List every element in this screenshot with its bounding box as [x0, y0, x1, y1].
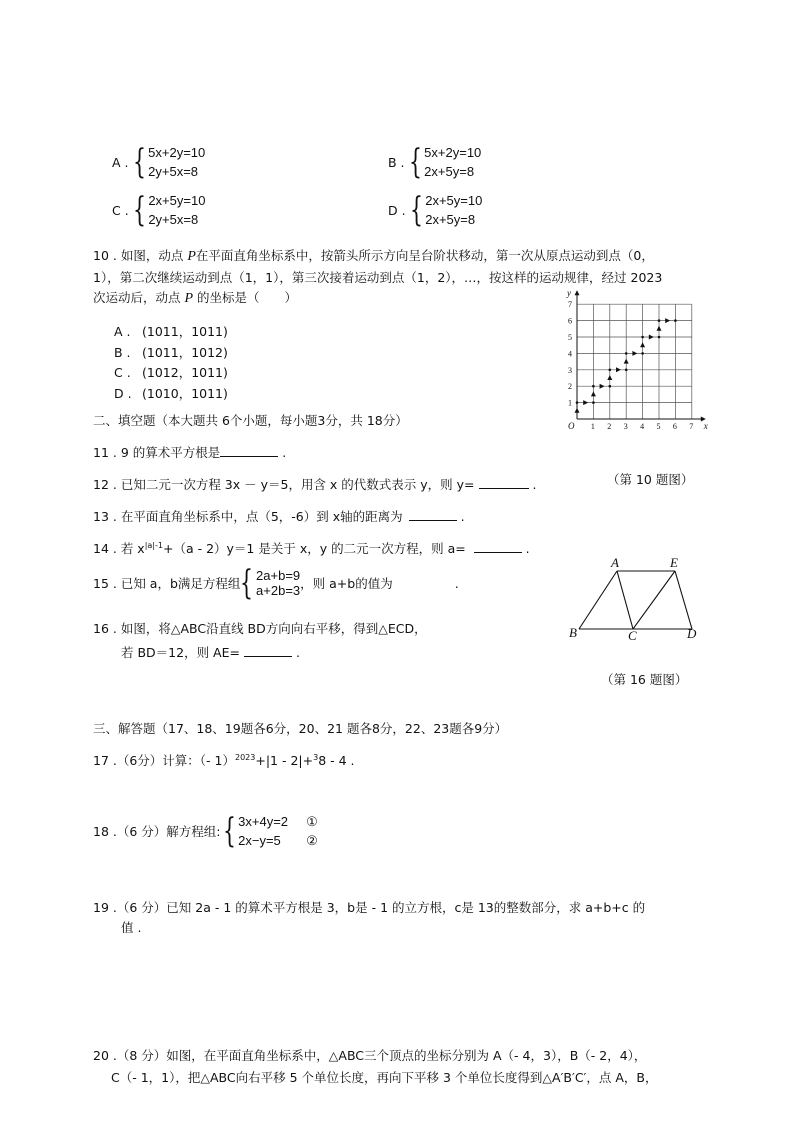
equation: 2x+5y=8: [424, 164, 475, 179]
data-point: [641, 352, 644, 355]
step-arrow: [575, 408, 580, 413]
step-arrow: [607, 375, 612, 380]
option-c: C . { 2x+5y=10 2y+5x=8: [112, 190, 206, 230]
q16-line2: 若 BD＝12，则 AE= .: [121, 645, 300, 660]
q13: 13 . 在平面直角坐标系中，点（5，-6）到 x轴的距离为 .: [93, 509, 465, 524]
q14: 14 . 若 $x^{|a|-1}+(a - 2)y=1$ 是关于 x，y 的二元一次方程，则 a= .: [93, 540, 530, 556]
q20-line2: C（- 1，1），把△ABC向右平移 5 个单位长度，再向下平移 3 个单位长度得到△A′B′C′，点 A，B，: [111, 1070, 658, 1085]
data-point: [658, 336, 661, 339]
equation: 2y+5x=8: [148, 164, 199, 179]
q10-caption: （第 10 题图）: [607, 472, 694, 487]
label-d: D: [687, 626, 697, 641]
equation: 2x+5y=8: [425, 212, 476, 227]
equation: 5x+2y=10: [148, 145, 206, 160]
option-b: B . { 5x+2y=10 2x+5y=8: [388, 142, 482, 182]
line-ac: [617, 571, 633, 629]
line-ba: [579, 571, 617, 629]
q16-triangle-figure: [565, 556, 705, 646]
answer-blank: [244, 644, 292, 657]
line-ce: [633, 571, 675, 629]
answer-blank: [220, 444, 278, 457]
y-axis-arrow: [575, 290, 580, 295]
equation: 2x−y=5: [238, 833, 281, 848]
step-arrow: [624, 359, 629, 364]
x-tick-label: 7: [689, 422, 694, 430]
data-point: [576, 401, 579, 404]
step-arrow: [600, 384, 605, 389]
y-tick-label: 3: [568, 365, 572, 375]
q16-line1: 16 . 如图，将△ABC沿直线 BD方向向右平移，得到△ECD，: [93, 621, 427, 636]
y-tick-label: 4: [568, 349, 572, 359]
y-tick-label: 2: [568, 382, 572, 392]
option-a: A . { 5x+2y=10 2y+5x=8: [112, 142, 206, 182]
q20-line1: 20 .（8 分）如图，在平面直角坐标系中，△ABC三个顶点的坐标分别为 A（- 4，3），B（- 2，4），: [93, 1048, 647, 1063]
x-tick-label: 1: [590, 422, 595, 430]
option-label: B .: [388, 154, 405, 170]
answer-blank: [409, 508, 457, 521]
data-point: [625, 369, 628, 372]
option-d: D . { 2x+5y=10 2x+5y=8: [388, 190, 483, 230]
equation: 2x+5y=10: [425, 193, 483, 208]
step-arrow: [616, 367, 621, 372]
x-tick-label: 5: [656, 422, 661, 430]
label-b: B: [569, 625, 577, 640]
data-point: [609, 385, 612, 388]
section3-title: 三、解答题（17、18、19题各6分，20、21 题各8分，22、23题各9分）: [93, 721, 508, 736]
step-arrow: [591, 391, 596, 396]
line-ed: [675, 571, 692, 629]
option-label: A .: [112, 154, 129, 170]
label-c: C: [628, 628, 637, 643]
equation: 2a+b=9: [256, 568, 301, 583]
step-arrow: [665, 318, 670, 323]
label-a: A: [611, 556, 619, 570]
q10-line3: 次运动后，动点 P 的坐标是（ ）: [93, 290, 298, 306]
equation: 2x+5y=10: [148, 193, 206, 208]
label-e: E: [670, 556, 678, 570]
q18: 18 .（6 分）解方程组: { 3x+4y=2 ① 2x−y=5 ②: [93, 811, 318, 851]
y-tick-label: 7: [568, 300, 572, 310]
y-tick-label: 6: [568, 316, 572, 326]
data-point: [641, 336, 644, 339]
data-point: [609, 369, 612, 372]
answer-blank: [474, 540, 522, 553]
q19-line2: 值 .: [121, 920, 142, 935]
data-point: [658, 319, 661, 322]
q10-option-d: D . (1010，1011): [114, 386, 228, 401]
step-arrow: [583, 400, 588, 405]
step-arrow: [657, 326, 662, 331]
equation: 5x+2y=10: [424, 145, 482, 160]
origin-label: O: [568, 421, 575, 430]
q10-option-c: C . (1012，1011): [114, 365, 228, 380]
answer-blank: [479, 476, 529, 489]
x-tick-label: 4: [640, 422, 645, 430]
q10-line2: 1），第二次继续运动到点（1，1），第三次接着运动到点（1，2），…，按这样的运动规律，经过 2023: [93, 270, 663, 285]
q16-caption: （第 16 题图）: [601, 672, 688, 687]
y-tick-label: 5: [568, 333, 572, 342]
q12: 12 . 已知二元一次方程 3x － y＝5，用含 x 的代数式表示 y，则 y= .: [93, 477, 537, 492]
y-tick-label: 1: [568, 398, 572, 408]
step-arrow: [640, 342, 645, 347]
equation: a+2b=3: [256, 583, 301, 598]
step-arrow: [632, 351, 637, 356]
step-arrow: [649, 335, 654, 340]
q19-line1: 19 .（6 分）已知 2a - 1 的算术平方根是 3，b是 - 1 的立方根，c是 13的整数部分，求 a+b+c 的: [93, 900, 646, 915]
q10-coordinate-grid: [560, 290, 715, 430]
section2-title: 二、填空题（本大题共 6个小题，每小题3分，共 18分）: [93, 413, 408, 428]
data-point: [592, 401, 595, 404]
q10-line1: 10 . 如图，动点 P在平面直角坐标系中，按箭头所示方向呈台阶状移动，第一次从原点运动到点（0，: [93, 248, 654, 264]
data-point: [625, 352, 628, 355]
data-point: [674, 319, 677, 322]
q11: 11 . 9 的算术平方根是 .: [93, 445, 287, 460]
q17: 17 .（6分）计算：（- 1）$^{2023}$+|1 - 2|+$^3$8 - 4 .: [93, 752, 355, 768]
data-point: [592, 385, 595, 388]
option-label: C .: [112, 202, 129, 218]
equation: 2y+5x=8: [148, 212, 199, 227]
option-label: D .: [388, 202, 406, 218]
x-tick-label: 3: [623, 422, 628, 430]
q10-option-b: B . (1011，1012): [114, 345, 228, 360]
x-tick-label: 6: [672, 422, 677, 430]
q10-option-a: A . (1011，1011): [114, 324, 228, 339]
y-axis-label: y: [567, 290, 571, 299]
equation: 3x+4y=2: [238, 814, 289, 829]
x-tick-label: 2: [607, 422, 612, 430]
x-axis-label: x: [703, 421, 708, 430]
q15: 15 . 已知 a，b满足方程组 { 2a+b=9 a+2b=3 ，则 a+b的值为 .: [93, 563, 459, 603]
